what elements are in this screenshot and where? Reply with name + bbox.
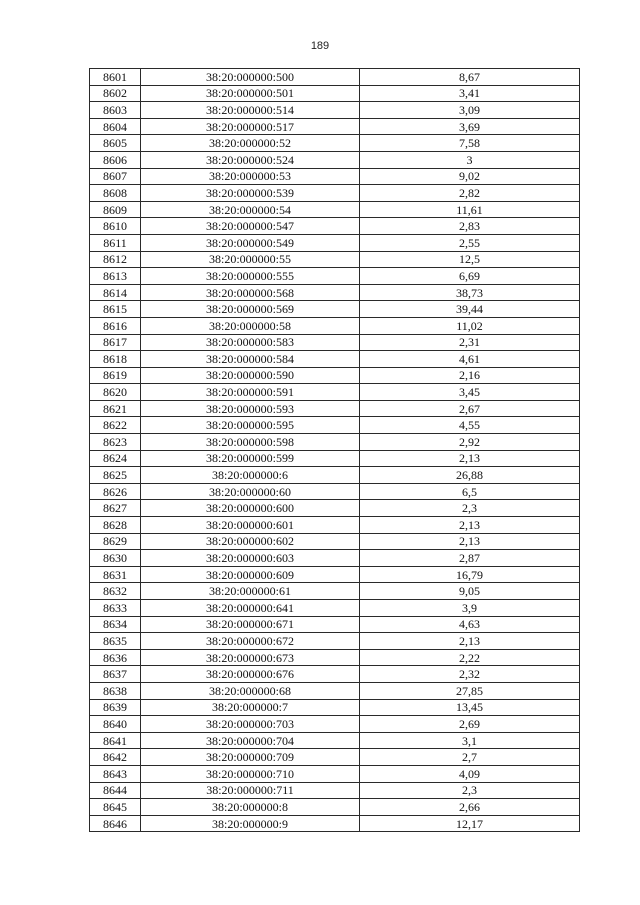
cadastral-number-cell: 38:20:000000:524 [141,151,360,168]
cadastral-number-cell: 38:20:000000:671 [141,616,360,633]
cadastral-number-cell: 38:20:000000:55 [141,251,360,268]
table-row [90,550,580,567]
cadastral-number-cell: 38:20:000000:568 [141,284,360,301]
table-row [90,85,580,102]
row-number-cell: 8608 [90,185,141,202]
cadastral-number-cell: 38:20:000000:61 [141,583,360,600]
row-number-cell: 8625 [90,467,141,484]
row-number-cell: 8606 [90,151,141,168]
value-cell: 2,13 [360,533,580,550]
cadastral-number-cell: 38:20:000000:599 [141,450,360,467]
table-row [90,417,580,434]
value-cell: 12,17 [360,815,580,832]
cadastral-number-cell: 38:20:000000:641 [141,600,360,617]
cadastral-number-cell: 38:20:000000:8 [141,799,360,816]
table-row [90,699,580,716]
cadastral-number-cell: 38:20:000000:703 [141,716,360,733]
page-number: 189 [310,40,330,52]
cadastral-number-cell: 38:20:000000:672 [141,633,360,650]
table-row [90,517,580,534]
cadastral-number-cell: 38:20:000000:547 [141,218,360,235]
table-row [90,566,580,583]
table-row [90,749,580,766]
row-number-cell: 8640 [90,716,141,733]
value-cell: 26,88 [360,467,580,484]
value-cell: 2,7 [360,749,580,766]
value-cell: 2,3 [360,500,580,517]
table-row [90,633,580,650]
value-cell: 2,82 [360,185,580,202]
cadastral-number-cell: 38:20:000000:600 [141,500,360,517]
value-cell: 9,02 [360,168,580,185]
value-cell: 6,69 [360,268,580,285]
row-number-cell: 8613 [90,268,141,285]
row-number-cell: 8601 [90,69,141,86]
row-number-cell: 8605 [90,135,141,152]
table-row [90,218,580,235]
row-number-cell: 8618 [90,351,141,368]
value-cell: 11,61 [360,201,580,218]
value-cell: 2,31 [360,334,580,351]
table-row [90,434,580,451]
cadastral-number-cell: 38:20:000000:500 [141,69,360,86]
cadastral-number-cell: 38:20:000000:539 [141,185,360,202]
row-number-cell: 8617 [90,334,141,351]
value-cell: 4,63 [360,616,580,633]
table-row [90,666,580,683]
row-number-cell: 8627 [90,500,141,517]
cadastral-number-cell: 38:20:000000:555 [141,268,360,285]
table-row [90,268,580,285]
value-cell: 9,05 [360,583,580,600]
cadastral-number-cell: 38:20:000000:68 [141,682,360,699]
row-number-cell: 8637 [90,666,141,683]
value-cell: 3 [360,151,580,168]
table-row [90,467,580,484]
cadastral-number-cell: 38:20:000000:593 [141,400,360,417]
table-row [90,600,580,617]
row-number-cell: 8615 [90,301,141,318]
row-number-cell: 8645 [90,799,141,816]
value-cell: 4,55 [360,417,580,434]
table-row [90,135,580,152]
row-number-cell: 8638 [90,682,141,699]
value-cell: 2,83 [360,218,580,235]
value-cell: 16,79 [360,566,580,583]
cadastral-number-cell: 38:20:000000:591 [141,384,360,401]
value-cell: 2,92 [360,434,580,451]
cadastral-number-cell: 38:20:000000:673 [141,649,360,666]
table-row [90,782,580,799]
cadastral-number-cell: 38:20:000000:601 [141,517,360,534]
cadastral-number-cell: 38:20:000000:549 [141,234,360,251]
table-row [90,102,580,119]
cadastral-number-cell: 38:20:000000:6 [141,467,360,484]
cadastral-number-cell: 38:20:000000:52 [141,135,360,152]
cadastral-number-cell: 38:20:000000:602 [141,533,360,550]
table-row [90,69,580,86]
cadastral-number-cell: 38:20:000000:501 [141,85,360,102]
value-cell: 13,45 [360,699,580,716]
cadastral-table [89,68,580,832]
value-cell: 7,58 [360,135,580,152]
value-cell: 2,22 [360,649,580,666]
cadastral-number-cell: 38:20:000000:514 [141,102,360,119]
value-cell: 12,5 [360,251,580,268]
cadastral-number-cell: 38:20:000000:60 [141,483,360,500]
value-cell: 2,13 [360,450,580,467]
value-cell: 38,73 [360,284,580,301]
row-number-cell: 8636 [90,649,141,666]
value-cell: 3,69 [360,118,580,135]
table-row [90,301,580,318]
cadastral-number-cell: 38:20:000000:603 [141,550,360,567]
table-row [90,583,580,600]
row-number-cell: 8609 [90,201,141,218]
table-body [90,69,580,832]
row-number-cell: 8610 [90,218,141,235]
table-row [90,716,580,733]
value-cell: 2,69 [360,716,580,733]
table-row [90,317,580,334]
value-cell: 4,61 [360,351,580,368]
value-cell: 2,3 [360,782,580,799]
cadastral-number-cell: 38:20:000000:590 [141,367,360,384]
row-number-cell: 8642 [90,749,141,766]
value-cell: 3,09 [360,102,580,119]
row-number-cell: 8631 [90,566,141,583]
table-row [90,185,580,202]
row-number-cell: 8607 [90,168,141,185]
value-cell: 2,32 [360,666,580,683]
table-row [90,483,580,500]
value-cell: 2,16 [360,367,580,384]
row-number-cell: 8635 [90,633,141,650]
row-number-cell: 8628 [90,517,141,534]
value-cell: 6,5 [360,483,580,500]
cadastral-number-cell: 38:20:000000:7 [141,699,360,716]
cadastral-number-cell: 38:20:000000:704 [141,732,360,749]
row-number-cell: 8622 [90,417,141,434]
value-cell: 27,85 [360,682,580,699]
table-row [90,799,580,816]
row-number-cell: 8611 [90,234,141,251]
value-cell: 2,66 [360,799,580,816]
row-number-cell: 8621 [90,400,141,417]
cadastral-number-cell: 38:20:000000:9 [141,815,360,832]
row-number-cell: 8623 [90,434,141,451]
row-number-cell: 8634 [90,616,141,633]
row-number-cell: 8639 [90,699,141,716]
value-cell: 11,02 [360,317,580,334]
row-number-cell: 8633 [90,600,141,617]
row-number-cell: 8602 [90,85,141,102]
table-row [90,500,580,517]
row-number-cell: 8614 [90,284,141,301]
cadastral-number-cell: 38:20:000000:595 [141,417,360,434]
value-cell: 3,41 [360,85,580,102]
row-number-cell: 8646 [90,815,141,832]
table-row [90,351,580,368]
row-number-cell: 8632 [90,583,141,600]
table-row [90,649,580,666]
table-row [90,367,580,384]
table-row [90,168,580,185]
cadastral-number-cell: 38:20:000000:54 [141,201,360,218]
value-cell: 4,09 [360,765,580,782]
row-number-cell: 8620 [90,384,141,401]
row-number-cell: 8644 [90,782,141,799]
cadastral-number-cell: 38:20:000000:584 [141,351,360,368]
cadastral-number-cell: 38:20:000000:710 [141,765,360,782]
row-number-cell: 8629 [90,533,141,550]
table-row [90,118,580,135]
row-number-cell: 8624 [90,450,141,467]
cadastral-number-cell: 38:20:000000:58 [141,317,360,334]
value-cell: 39,44 [360,301,580,318]
cadastral-number-cell: 38:20:000000:711 [141,782,360,799]
value-cell: 2,87 [360,550,580,567]
table-row [90,533,580,550]
table-row [90,284,580,301]
row-number-cell: 8641 [90,732,141,749]
value-cell: 8,67 [360,69,580,86]
cadastral-number-cell: 38:20:000000:569 [141,301,360,318]
row-number-cell: 8612 [90,251,141,268]
table-row [90,384,580,401]
table-row [90,400,580,417]
value-cell: 2,13 [360,633,580,650]
table-row [90,234,580,251]
value-cell: 3,45 [360,384,580,401]
cadastral-number-cell: 38:20:000000:583 [141,334,360,351]
row-number-cell: 8603 [90,102,141,119]
table-row [90,732,580,749]
cadastral-number-cell: 38:20:000000:517 [141,118,360,135]
cadastral-number-cell: 38:20:000000:709 [141,749,360,766]
cadastral-number-cell: 38:20:000000:598 [141,434,360,451]
table-row [90,151,580,168]
value-cell: 3,1 [360,732,580,749]
row-number-cell: 8616 [90,317,141,334]
table-row [90,682,580,699]
value-cell: 2,55 [360,234,580,251]
row-number-cell: 8643 [90,765,141,782]
row-number-cell: 8626 [90,483,141,500]
row-number-cell: 8630 [90,550,141,567]
cadastral-number-cell: 38:20:000000:609 [141,566,360,583]
table-row [90,201,580,218]
table-row [90,616,580,633]
table-row [90,815,580,832]
table-row [90,334,580,351]
value-cell: 3,9 [360,600,580,617]
value-cell: 2,67 [360,400,580,417]
row-number-cell: 8619 [90,367,141,384]
cadastral-number-cell: 38:20:000000:53 [141,168,360,185]
table-row [90,765,580,782]
value-cell: 2,13 [360,517,580,534]
cadastral-number-cell: 38:20:000000:676 [141,666,360,683]
row-number-cell: 8604 [90,118,141,135]
table-row [90,450,580,467]
table-row [90,251,580,268]
